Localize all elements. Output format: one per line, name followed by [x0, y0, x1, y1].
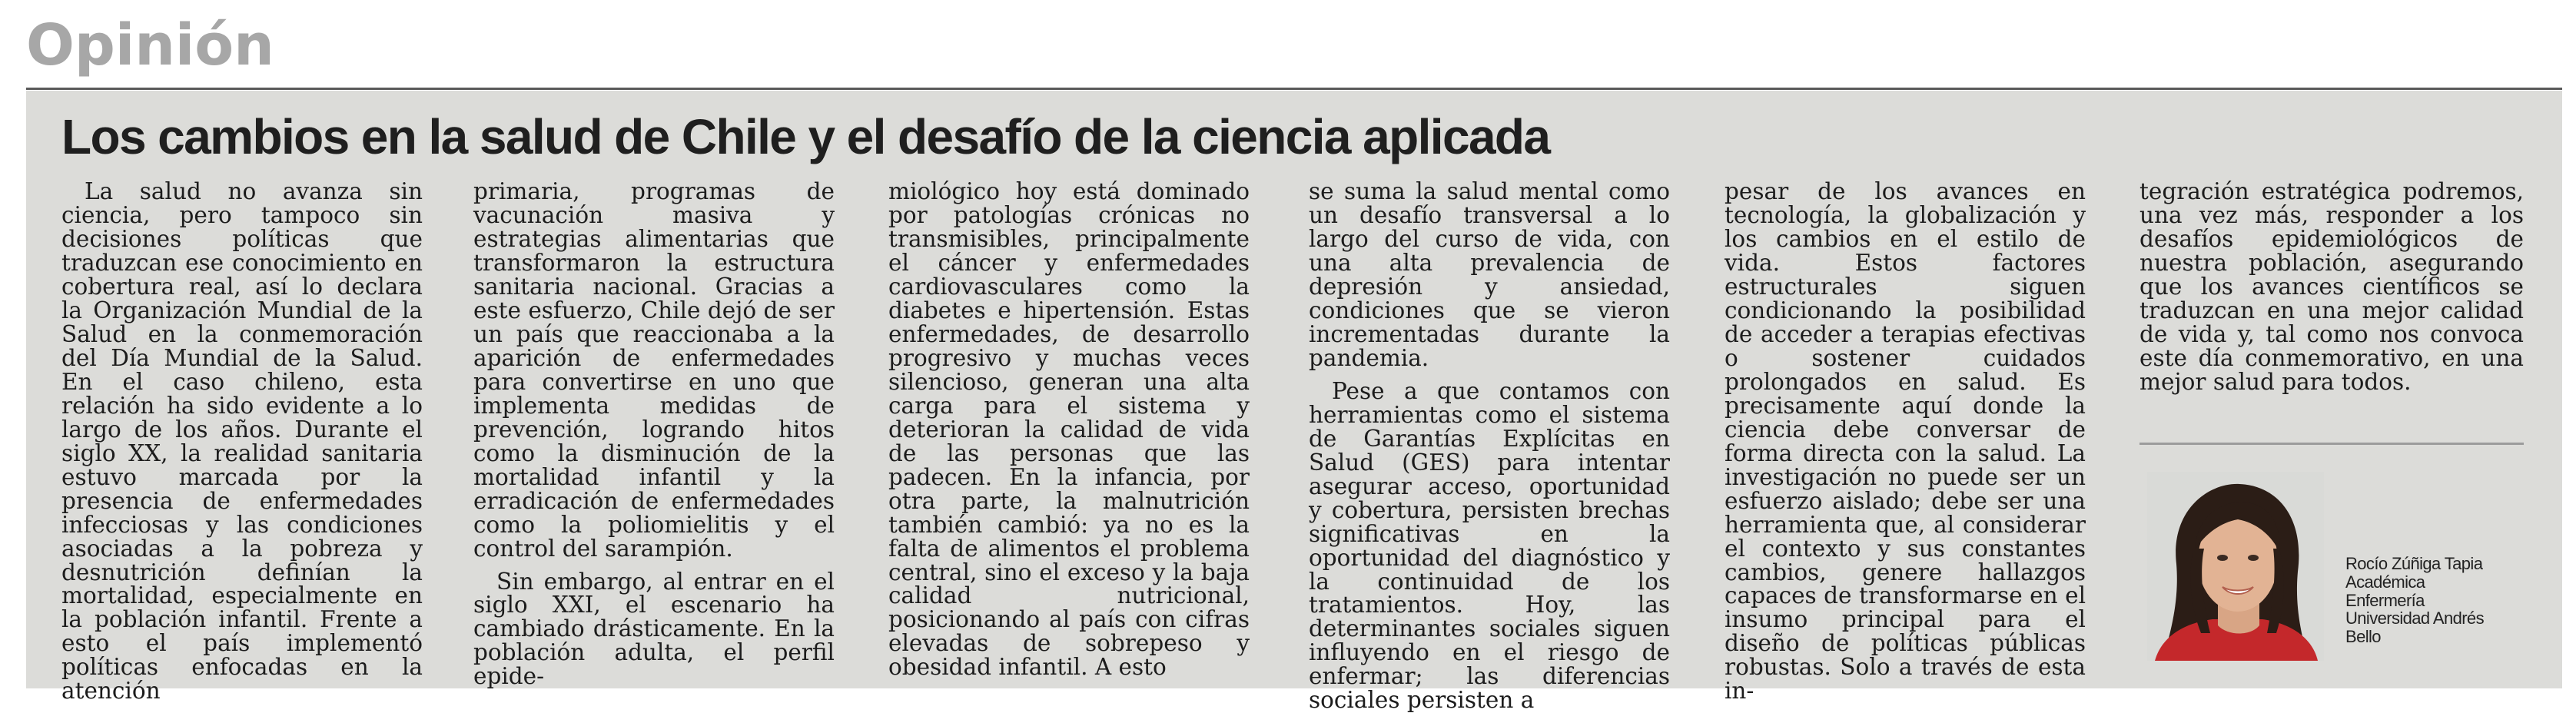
paragraph: primaria, programas de vacunación masiva y estrategias alimentarias que transformaron la estructura sanitaria nacional. Gracias a este esfuerzo, Chile dejó de ser un país que reaccionaba a la aparición de enfermedades para convertirse en uno que implementa medidas de prevención, logrando hitos como la disminución de la mortalidad infantil y la erradicación de enfermedades como la poliomielitis y el control del sarampión.: [473, 178, 835, 562]
article-column-6: [2139, 180, 2524, 433]
section-rule: [26, 88, 2562, 90]
article-column-5: [1725, 178, 2086, 705]
article-column-3: [888, 178, 1250, 681]
author-byline: [2345, 555, 2499, 646]
paragraph: Pese a que contamos con herramientas como el sistema de Garantías Explícitas en Salud (GES) para intentar asegurar acceso, oportunidad y cobertura, persisten brechas significativas en la oportunidad del diagnóstico y la continuidad de los tratamientos. Hoy, las determinantes sociales siguen influyendo en el riesgo de enfermar; las diferencias sociales persisten a: [1309, 377, 1670, 713]
article-headline: Los cambios en la salud de Chile y el desafío de la ciencia aplicada: [61, 109, 1550, 164]
paragraph: tegración estratégica podremos, una vez más, responder a los desafíos epidemiológicos de nuestra población, asegurando que los avances científicos se traduzcan en una mejor calidad de vida y, tal como nos convoca este día conmemorativo, en una mejor salud para todos.: [2139, 178, 2524, 395]
paragraph: La salud no avanza sin ciencia, pero tampoco sin decisiones políticas que traduzcan ese conocimiento en cobertura real, así lo declara la Organización Mundial de la Salud en la conmemoración del Día Mundial de la Salud. En el caso chileno, esta relación ha sido evidente a lo largo de los años. Durante el siglo XX, la realidad sanitaria estuvo marcada por la presencia de enfermedades infecciosas y las condiciones asociadas a la pobreza y desnutrición definían la mortalidad, especialmente en la población infantil. Frente a esto el país implementó políticas enfocadas en la atención: [61, 178, 423, 705]
author-name: Rocío Zúñiga Tapia: [2345, 554, 2483, 573]
author-photo: [2147, 472, 2324, 661]
author-divider: [2139, 443, 2524, 445]
article-column-4: [1309, 178, 1670, 713]
paragraph: se suma la salud mental como un desafío transversal a lo largo del curso de vida, con una alta prevalencia de depresión y ansiedad, condiciones que se vieron incrementadas durante la pandemia.: [1309, 178, 1670, 371]
section-label: Opinión: [26, 12, 274, 78]
article-column-2: [473, 178, 835, 690]
paragraph: miológico hoy está dominado por patologías crónicas no transmisibles, principalmente el cáncer y enfermedades cardiovasculares como la diabetes e hipertensión. Estas enfermedades, de desarrollo progresivo y muchas veces silencioso, generan una alta carga para el sistema y deterioran la calidad de vida de las personas que las padecen. En la infancia, por otra parte, la malnutrición también cambió: ya no es la falta de alimentos el problema central, sino el exceso y la baja calidad nutricional, posicionando al país con cifras elevadas de sobrepeso y obesidad infantil. A esto: [888, 178, 1250, 681]
author-department: Enfermería: [2345, 590, 2425, 610]
author-institution: Universidad Andrés Bello: [2345, 609, 2484, 646]
paragraph: pesar de los avances en tecnología, la globalización y los cambios en el estilo de vida. Estos factores estructurales siguen condicionando la posibilidad de acceder a terapias efectivas o sostener cuidados prolongados en salud. Es precisamente aquí donde la ciencia debe conversar de forma directa con la salud. La investigación no puede ser un esfuerzo aislado; debe ser una herramienta que, al considerar el contexto y sus constantes cambios, genere hallazgos capaces de transformarse en el insumo principal para el diseño de políticas públicas robustas. Solo a través de esta in-: [1725, 178, 2086, 705]
paragraph: Sin embargo, al entrar en el siglo XXI, el escenario ha cambiado drásticamente. En la población adulta, el perfil epide-: [473, 568, 835, 690]
author-role: Académica: [2345, 572, 2425, 592]
article-column-1: [61, 178, 423, 705]
